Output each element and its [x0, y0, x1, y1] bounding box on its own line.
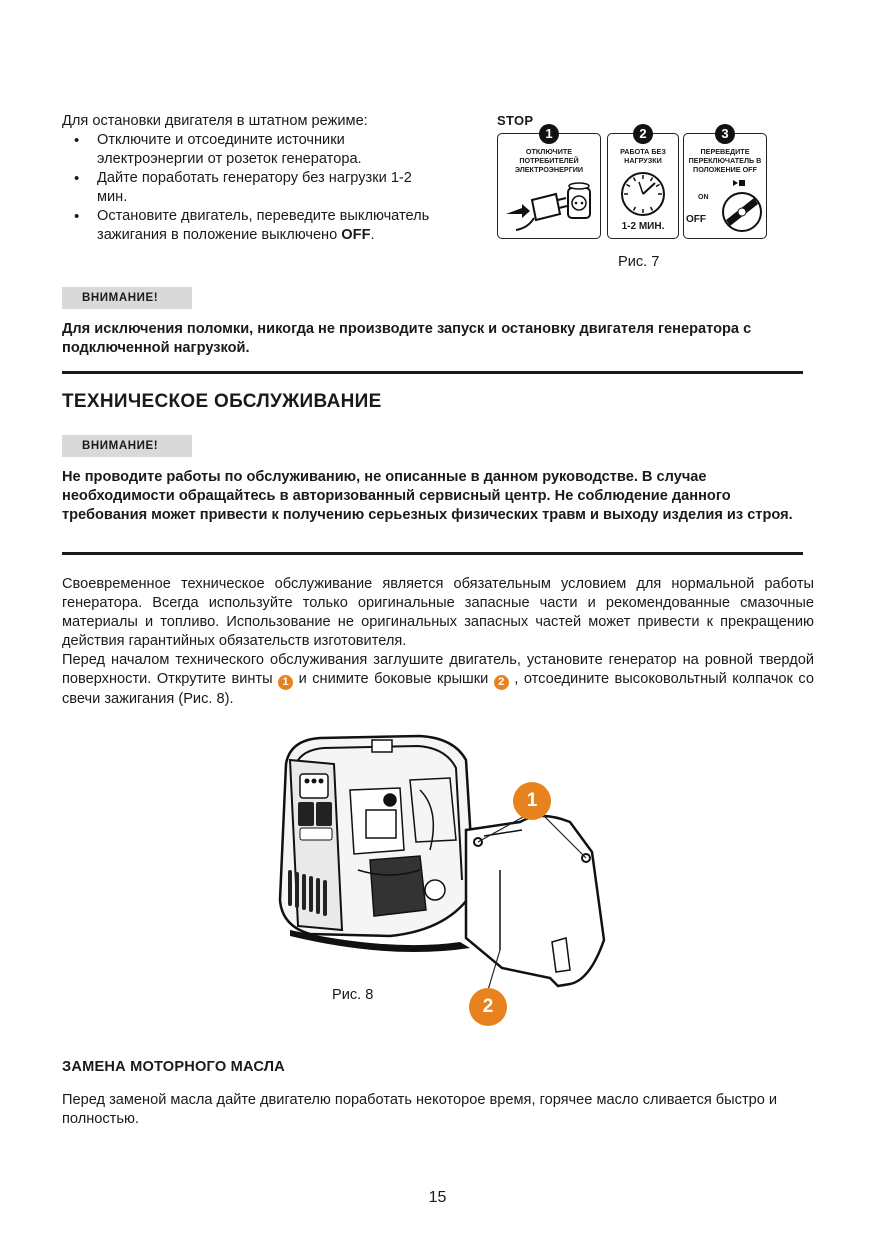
list-item: • Дайте поработать генератору без нагрузки 1-2 мин.: [62, 169, 442, 207]
figure-8-caption: Рис. 8: [332, 987, 374, 1003]
marker-cover: 2: [494, 675, 509, 690]
subsection-title: ЗАМЕНА МОТОРНОГО МАСЛА: [62, 1059, 285, 1075]
step-number: 2: [633, 124, 653, 144]
figure-8: [270, 730, 630, 1030]
engine-switch-icon: [732, 178, 746, 188]
step-panel-no-load: [607, 126, 679, 239]
stop-instructions-lead: Для остановки двигателя в штатном режиме:: [62, 113, 368, 129]
clock-icon: [619, 170, 667, 218]
step-panel-unplug: [497, 126, 601, 239]
step-title: РАБОТА БЕЗ НАГРУЗКИ: [620, 147, 666, 165]
oil-change-text: Перед заменой масла дайте двигателю поработать некоторое время, горячее масло сливается быстро и полностью.: [62, 1092, 778, 1127]
section-divider: [62, 371, 803, 374]
attention-badge: ВНИМАНИЕ!: [62, 435, 192, 457]
section-divider: [62, 552, 803, 555]
stop-instructions: [62, 112, 442, 245]
callout-cover: 2: [469, 988, 507, 1026]
step-title: ПЕРЕВЕДИТЕ ПЕРЕКЛЮЧАТЕЛЬ В ПОЛОЖЕНИЕ OFF: [688, 147, 762, 174]
stop-instructions-list: [62, 131, 442, 245]
page-number: 15: [428, 1189, 447, 1206]
step-title: ОТКЛЮЧИТЕ ПОТРЕБИТЕЛЕЙ ЭЛЕКТРОЭНЕРГИИ: [514, 147, 584, 174]
step-number: 3: [715, 124, 735, 144]
ignition-switch-icon: [720, 190, 764, 234]
maintenance-paragraph: Своевременное техническое обслуживание является обязательным условием для нормальной работы генератора. Всегда используйте только оригинальные запасные части и рекомендованные смазочные материалы и топливо. Использование не оригинальных запасных частей может привести к прекращению действия гарантийных обязательств изготовителя. Перед началом технического обслуживания заглушите двигатель, установите генератор на ровной твердой поверхности. Открутите винты 1 и снимите боковые крышки 2 , отсоедините высоковольтный колпачок со свечи зажигания (Рис. 8).: [62, 576, 815, 707]
list-item: • Отключите и отсоедините источники электроэнергии от розеток генератора.: [62, 131, 442, 169]
stop-label: STOP: [497, 113, 534, 128]
generator-illustration: [270, 730, 630, 1000]
warning-text: Для исключения поломки, никогда не производите запуск и остановку двигателя генератора с подключенной нагрузкой.: [62, 321, 752, 356]
plug-socket-icon: [502, 178, 596, 236]
off-label: OFF: [686, 214, 706, 225]
warning-text: Не проводите работы по обслуживанию, не описанные в данном руководстве. В случае необходимости обращайтесь в авторизованный сервисный центр. Не соблюдение данного требования может привести к получению серьезных физических травм и выходу изделия из строя.: [62, 469, 793, 523]
step-panel-switch-off: [683, 126, 767, 239]
attention-badge: ВНИМАНИЕ!: [62, 287, 192, 309]
list-item: • Остановите двигатель, переведите выключатель зажигания в положение выключено OFF.: [62, 207, 442, 245]
section-title: ТЕХНИЧЕСКОЕ ОБСЛУЖИВАНИЕ: [62, 391, 382, 412]
figure-7-caption: Рис. 7: [618, 254, 660, 270]
figure-7: [497, 113, 777, 273]
marker-screw: 1: [278, 675, 293, 690]
on-label: ON: [698, 194, 709, 201]
callout-screw: 1: [513, 782, 551, 820]
duration-label: 1-2 МИН.: [621, 221, 665, 232]
step-number: 1: [539, 124, 559, 144]
